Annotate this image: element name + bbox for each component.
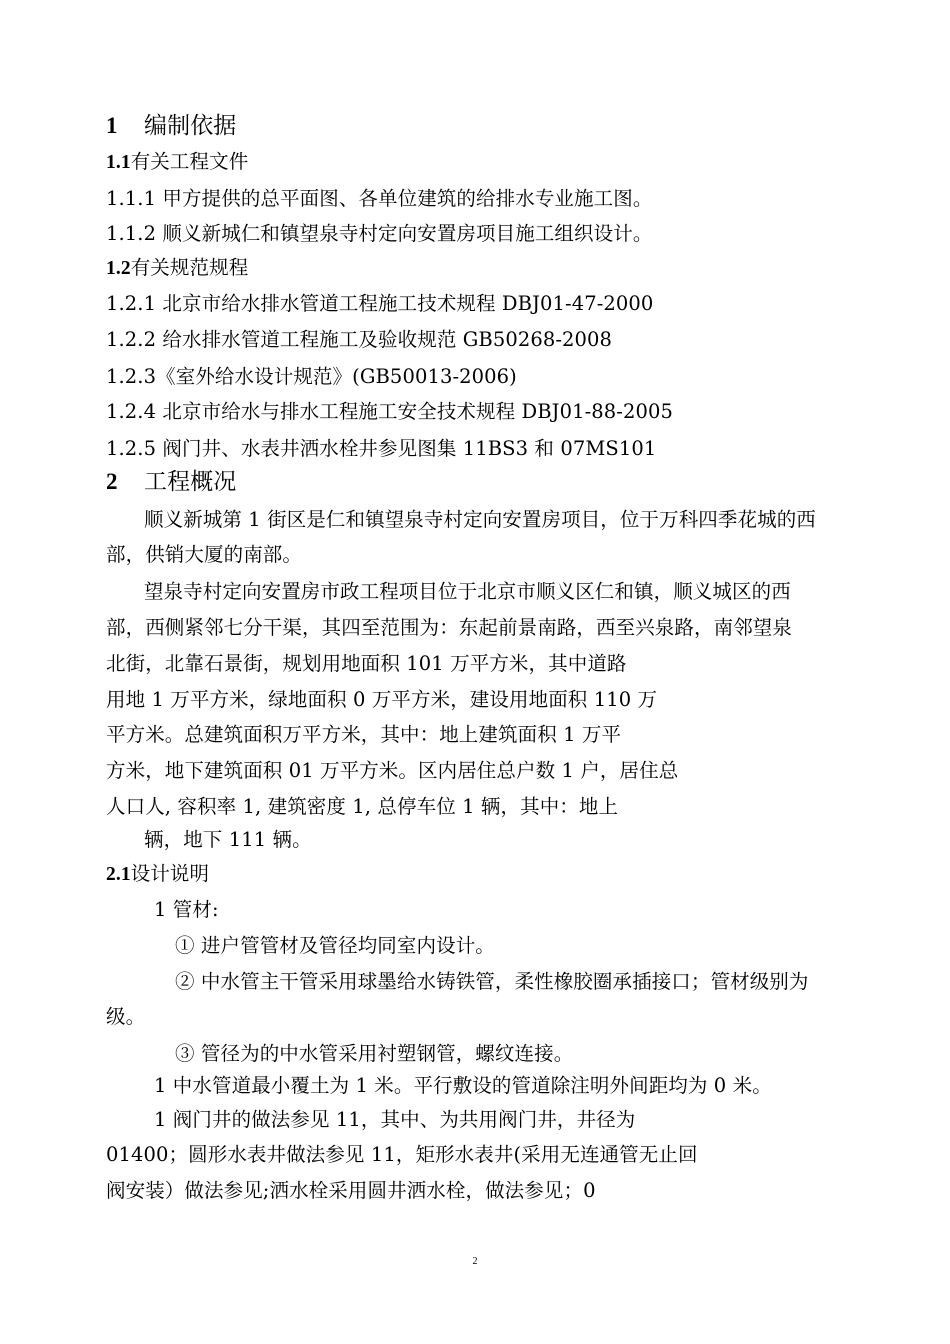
section-2-heading <box>106 468 236 496</box>
paragraph-2-line-5: 平方米。总建筑面积万平方米，其中：地上建筑面积 1 万平 <box>106 723 622 746</box>
paragraph-2-line-8: 辆，地下 111 辆。 <box>144 828 312 851</box>
design-item-6-line-3: 阀安装）做法参见;洒水栓采用圆井洒水栓，做法参见；0 <box>106 1179 596 1202</box>
paragraph-2-line-6: 方米，地下建筑面积 01 万平方米。区内居住总户数 1 户，居住总 <box>106 759 679 782</box>
item-1-2-4: 1.2.4 北京市给水与排水工程施工安全技术规程 DBJ01-88-2005 <box>106 400 674 423</box>
section-title: 有关规范规程 <box>130 256 249 279</box>
section-number: 1.2 <box>106 258 131 279</box>
section-number: 1.1 <box>106 152 131 173</box>
section-1-heading <box>106 112 236 140</box>
section-1-1-heading <box>106 150 248 175</box>
section-title: 有关工程文件 <box>130 150 249 173</box>
item-1-2-5: 1.2.5 阀门井、水表井洒水栓井参见图集 11BS3 和 07MS101 <box>106 437 657 460</box>
section-number: 2 <box>106 469 118 494</box>
item-1-2-3: 1.2.3《室外给水设计规范》(GB50013-2006) <box>106 365 517 388</box>
paragraph-2-line-4: 用地 1 万平方米，绿地面积 0 万平方米，建设用地面积 110 万 <box>106 688 658 711</box>
paragraph-1-line-2: 部，供销大厦的南部。 <box>106 543 303 566</box>
section-title: 设计说明 <box>130 862 210 885</box>
page-number: 2 <box>472 1256 478 1267</box>
section-number: 2.1 <box>106 864 131 885</box>
design-item-3-line-2: 级。 <box>106 1005 146 1028</box>
design-item-6-line-2: 01400；圆形水表井做法参见 11，矩形水表井(采用无连通管无止回 <box>106 1143 698 1166</box>
design-item-5: 1 中水管道最小覆土为 1 米。平行敷设的管道除注明外间距均为 0 米。 <box>154 1074 772 1097</box>
design-item-2: ① 进户管管材及管径均同室内设计。 <box>175 934 495 957</box>
section-number: 1 <box>106 113 118 138</box>
item-1-1-1: 1.1.1 甲方提供的总平面图、各单位建筑的给排水专业施工图。 <box>106 187 653 210</box>
section-title: 工程概况 <box>144 469 237 495</box>
paragraph-2-line-1: 望泉寺村定向安置房市政工程项目位于北京市顺义区仁和镇，顺义城区的西 <box>144 580 791 603</box>
item-1-2-1: 1.2.1 北京市给水排水管道工程施工技术规程 DBJ01-47-2000 <box>106 292 654 315</box>
design-item-1: 1 管材: <box>154 898 219 921</box>
item-1-1-2: 1.1.2 顺义新城仁和镇望泉寺村定向安置房项目施工组织设计。 <box>106 222 653 245</box>
paragraph-2-line-2: 部，西侧紧邻七分干渠，其四至范围为：东起前景南路，西至兴泉路，南邻望泉 <box>106 616 793 639</box>
section-title: 编制依据 <box>144 113 237 139</box>
paragraph-2-line-7: 人口人, 容积率 1, 建筑密度 1, 总停车位 1 辆，其中：地上 <box>106 795 619 818</box>
item-1-2-2: 1.2.2 给水排水管道工程施工及验收规范 GB50268-2008 <box>106 328 613 351</box>
design-item-4: ③ 管径为的中水管采用衬塑钢管，螺纹连接。 <box>175 1042 574 1065</box>
design-item-3-line-1: ② 中水管主干管采用球墨给水铸铁管，柔性橡胶圈承插接口；管材级别为 <box>175 970 809 993</box>
design-item-6-line-1: 1 阀门井的做法参见 11，其中、为共用阀门井，井径为 <box>154 1108 636 1131</box>
paragraph-1-line-1: 顺义新城第 1 街区是仁和镇望泉寺村定向安置房项目，位于万科四季花城的西 <box>144 508 816 531</box>
paragraph-2-line-3: 北街，北靠石景街，规划用地面积 101 万平方米，其中道路 <box>106 652 627 675</box>
section-1-2-heading <box>106 256 248 281</box>
section-2-1-heading <box>106 862 209 887</box>
